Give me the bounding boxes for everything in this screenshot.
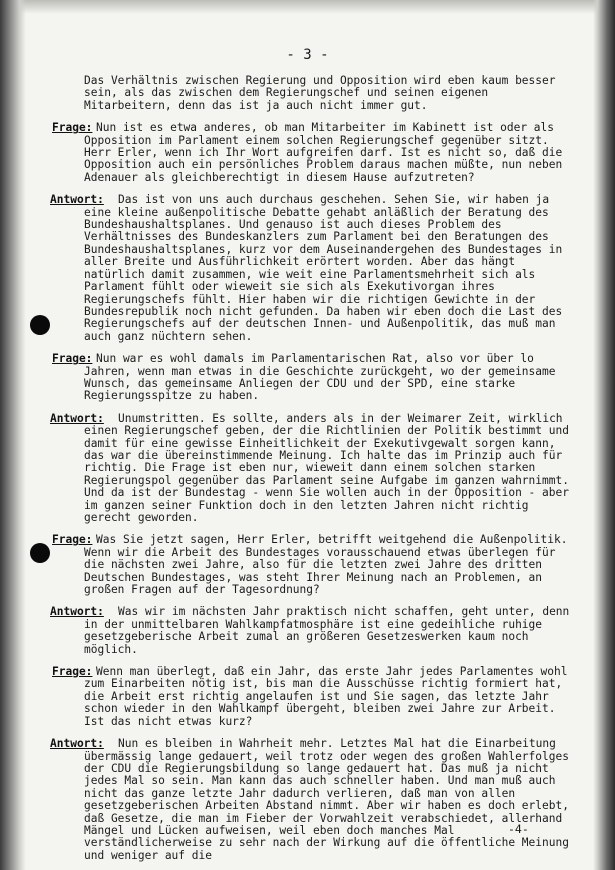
question-label: Frage: (52, 352, 93, 366)
question-label: Frage: (52, 121, 93, 135)
intro-paragraph: Das Verhältnis zwischen Regierung und Opposition wird eben kaum besser sein, als das zwischen dem Regierungschef und seinen eigenen Mitarbeitern, denn das ist ja auch nicht immer gut. (84, 74, 556, 112)
answer-text: Das ist von uns auch durchaus geschehen. Sehen Sie, wir haben ja eine kleine außenpolitische Debatte gehabt anläßlich der Beratung des Bundeshaushaltsplanes. Und genauso ist auch dieses Problem des Verhältnisses des Bundeskanzlers zum Parlament bei den Beratungen des Bundeshaushaltsplanes, kurz vor dem Auseinandergehen des Bundestages in aller Breite und Ausführlichkeit erörtert worden. Aber das hängt natürlich damit zusammen, wie weit eine Parlamentsmehrheit sich als Parlament fühlt oder wieweit sie sich als Exekutivorgan ihres Regierungschefs fühlt. Hier haben wir die richtigen Gewichte in der Bundesrepublik noch nicht gefunden. Da haben wir eben doch die Last des Regierungschefs auf der deutschen Innen- und Außenpolitik, das muß man auch ganz nüchtern sehen. (84, 193, 563, 343)
question-text: Was Sie jetzt sagen, Herr Erler, betrifft weitgehend die Außenpolitik. Wenn wir die Arbeit des Bundestages vorausschauend etwas überlegen für die nächsten zwei Jahre, also für die letzten zwei Jahre des dritten Deutschen Bundestages, was steht Ihrer Meinung nach an Problemen, an großen Fragen auf der Tagesordnung? (84, 533, 568, 597)
punch-hole-icon (30, 543, 50, 563)
transcript-body (50, 75, 572, 870)
question-label: Frage: (52, 665, 93, 679)
scan-shadow-right (593, 0, 615, 870)
question-text: Wenn man überlegt, daß ein Jahr, das erste Jahr jedes Parlamentes wohl zum Einarbeiten nötig ist, bis man die Ausschüsse richtig formiert hat, die Arbeit erst richtig angelaufen ist und Sie sagen, das letzte Jahr schon wieder in den Wahlkampf übergeht, bleiben zwei Jahre zur Arbeit. Ist das nicht etwas kurz? (84, 665, 568, 728)
answer-text: Was wir im nächsten Jahr praktisch nicht schaffen, geht unter, denn in der unmittelbaren Wahlkampfatmosphäre ist eine gedeihliche ruhige gesetzgeberische Arbeit zumal an größeren Gesetzeswerken kaum noch möglich. (84, 605, 570, 656)
question-text: Nun war es wohl damals im Parlamentarischen Rat, also vor über lo Jahren, wenn man etwas in die Geschichte zurückgeht, wo der gemeinsame Wunsch, das gemeinsame Anliegen der CDU und der SPD, eine starke Regierungsspitze zu haben. (84, 352, 556, 403)
question-label: Frage: (52, 533, 93, 547)
answer-1 (50, 194, 572, 343)
answer-label: Antwort: (50, 411, 104, 425)
scan-shadow-top (0, 0, 615, 14)
answer-text: Unumstritten. Es sollte, anders als in der Weimarer Zeit, wirklich einen Regierungschef geben, der die Richtlinien der Politik bestimmt und damit für eine gewisse Einheitlichkeit der Exekutivgewalt sorgen kann, das war die übereinstimmende Meinung. Ich halte das im Prinzip auch für richtig. Die Frage ist eben nur, wieweit dann einem solchen starken Regierungspol gegenüber das Parlament seine Aufgabe im ganzen wahrnimmt. Und da ist der Bundestag - wenn Sie wollen auch in der Opposition - aber im ganzen seiner Funktion doch in den letzten Jahren nicht richtig gerecht geworden. (84, 411, 569, 524)
answer-label: Antwort: (50, 605, 104, 619)
question-3 (50, 534, 572, 596)
scan-shadow-left (0, 0, 26, 870)
answer-3 (50, 606, 572, 656)
answer-2 (50, 413, 572, 525)
question-2 (50, 353, 572, 403)
continuation-marker: -4- (508, 822, 529, 836)
question-4 (50, 666, 572, 728)
question-text: Nun ist es etwa anderes, ob man Mitarbeiter im Kabinett ist oder als Opposition im Parlament einem solchen Regierungschef gegenüber sitzt. Herr Erler, wenn ich Ihr Wort aufgreifen darf. Ist es nicht so, daß die Opposition auch ein persönliches Problem daraus machen müßte, nun neben Adenauer als gleichberechtigt in diesem Hause aufzutreten? (84, 121, 563, 184)
answer-4 (50, 738, 572, 862)
answer-label: Antwort: (50, 193, 104, 207)
answer-text: Nun es bleiben in Wahrheit mehr. Letztes Mal hat die Einarbeitung übermässig lange gedauert, weil trotz oder wegen des großen Wahlerfolges der CDU die Regierungsbildung so lange gedauert hat. Das muß ja nicht jedes Mal so sein. Man kann das auch schneller haben. Und man muß auch nicht das ganze letzte Jahr dadurch verlieren, daß man von allen gesetzgeberischen Arbeiten Abstand nimmt. Aber wir haben es doch erlebt, daß Gesetze, die man im Fieber der Vorwahlzeit verabschiedet, allerhand Mängel und Lücken aufweisen, weil eben doch manches Mal verständlicherweise zu sehr nach der Wirkung auf die öffentliche Meinung und weniger auf die (84, 737, 569, 862)
punch-hole-icon (30, 315, 50, 335)
answer-label: Antwort: (50, 737, 104, 751)
page-number: - 3 - (286, 47, 329, 63)
question-1 (50, 122, 572, 184)
